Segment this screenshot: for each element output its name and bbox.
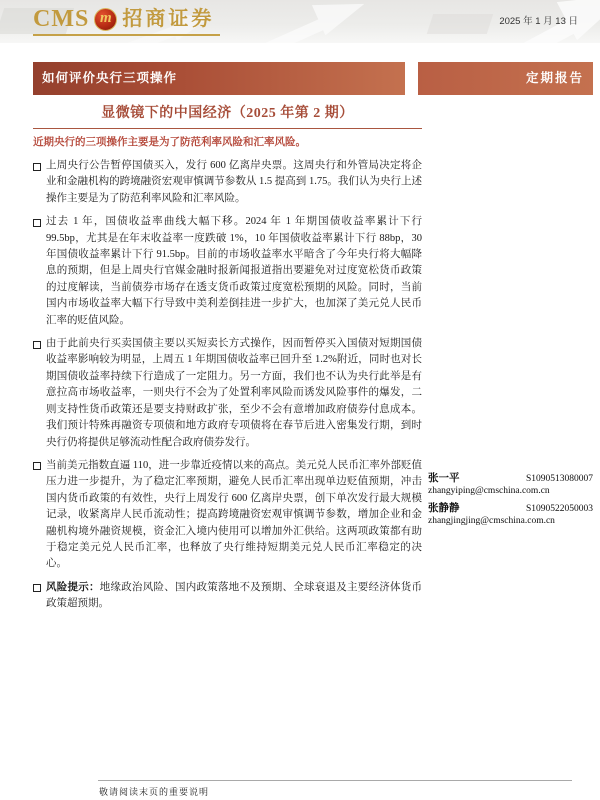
analyst-row [428, 500, 593, 515]
summary-highlight: 近期央行的三项操作主要是为了防范利率风险和汇率风险。 [33, 137, 306, 148]
risk-label: 风险提示： [46, 581, 100, 593]
page-title: 显微镜下的中国经济（2025 年第 2 期） [101, 106, 354, 121]
risk-text: 地缘政治风险、国内政策落地不及预期、全球衰退及主要经济体货币政策超预期。 [46, 581, 422, 610]
square-bullet-icon [33, 341, 41, 349]
analyst-row [428, 470, 593, 485]
analyst-block [428, 470, 593, 530]
square-bullet-icon [33, 462, 41, 470]
analyst-email: zhangyiping@cmschina.com.cn [428, 486, 550, 496]
report-date: 2025 年 1 月 13 日 [499, 16, 578, 27]
arrow-icon [250, 0, 369, 43]
cms-logo-text: CMS [33, 6, 90, 32]
header-art [427, 14, 493, 34]
brand-badge-icon: m [94, 8, 117, 31]
bullet-paragraph: 当前美元指数直逼 110，进一步靠近疫情以来的高点。美元兑人民币汇率外部贬值压力进一步提升，为了稳定汇率预期，避免人民币汇率出现单边贬值预期，冲击国内货币政策的有效性，央行上周发行 600 亿离岸央票，创下单次发行最大规模记录，收紧离岸人民币流动性；提高跨境融资宏观审慎调节参数，增加企业和金融机构境外融资规模，资金汇入境内使用可以增加外汇供给。这两项政策都有助于稳定美元兑人民币汇率，也释放了央行维持短期美元兑人民币汇率稳定的决心。 [33, 458, 422, 573]
report-body [33, 135, 422, 620]
analyst-cert-id: S1090522050003 [525, 504, 593, 514]
analyst-name: 张一平 [428, 473, 460, 484]
bullet-paragraph: 上周央行公告暂停国债买入，发行 600 亿离岸央票。这周央行和外管局决定将企业和金融机构的跨境融资宏观审慎调节参数从 1.5 提高到 1.75。我们认为央行上述操作主要是为了防范利率风险和汇率风险。 [33, 158, 422, 207]
title-divider [33, 128, 422, 129]
section-banner-topic: 如何评价央行三项操作 [33, 62, 405, 95]
analyst-name: 张静静 [428, 503, 460, 514]
header-band [0, 0, 600, 43]
square-bullet-icon [33, 163, 41, 171]
square-bullet-icon [33, 219, 41, 227]
analyst-email: zhangjingjing@cmschina.com.cn [428, 516, 555, 526]
brand-name: 招商证券 [122, 8, 215, 30]
risk-paragraph [33, 580, 422, 613]
square-bullet-icon [33, 584, 41, 592]
footer-note: 敬请阅读末页的重要说明 [99, 787, 210, 797]
bullet-paragraph: 过去 1 年，国债收益率曲线大幅下移。2024 年 1 年期国债收益率累计下行 99.5bp，尤其是在年末收益率一度跌破 1%，10 年国债收益率累计下行 88bp，30 年国债收益率累计下行 91.5bp。目前的市场收益率水平暗含了今年央行将大幅降息的预期，但是上周央行官媒金融时报新闻报道指出要避免对过度宽松货币政策的过度解读，当前债券市场存在透支货币政策过度宽松预期的风险。同时，当前国内市场收益率大幅下行导致中美利差倒挂进一步扩大，也加深了美元兑人民币汇率的贬值风险。 [33, 214, 422, 329]
analyst-cert-id: S1090513080007 [525, 474, 593, 484]
footer-divider [98, 780, 572, 781]
cms-logo [33, 7, 220, 36]
section-banner-report-type: 定期报告 [418, 62, 593, 95]
bullet-paragraph: 由于此前央行买卖国债主要以买短卖长方式操作，因而暂停买入国债对短期国债收益率影响较为明显，上周五 1 年期国债收益率已回升至 1.2%附近，同时也对长期国债收益率持续下行造成了一定阻力。另一方面，我们也不认为央行此举是有意拉高市场收益率，一则央行不会为了处置利率风险而诱发风险事件的爆发，二则支持性货币政策还是要支持财政扩张，至少不会有意增加政府债券付息成本。我们预计特殊再融资专项债和地方政府专项债将在春节后进入密集发行期，到时央行仍将提供足够流动性配合政府债券发行。 [33, 336, 422, 451]
